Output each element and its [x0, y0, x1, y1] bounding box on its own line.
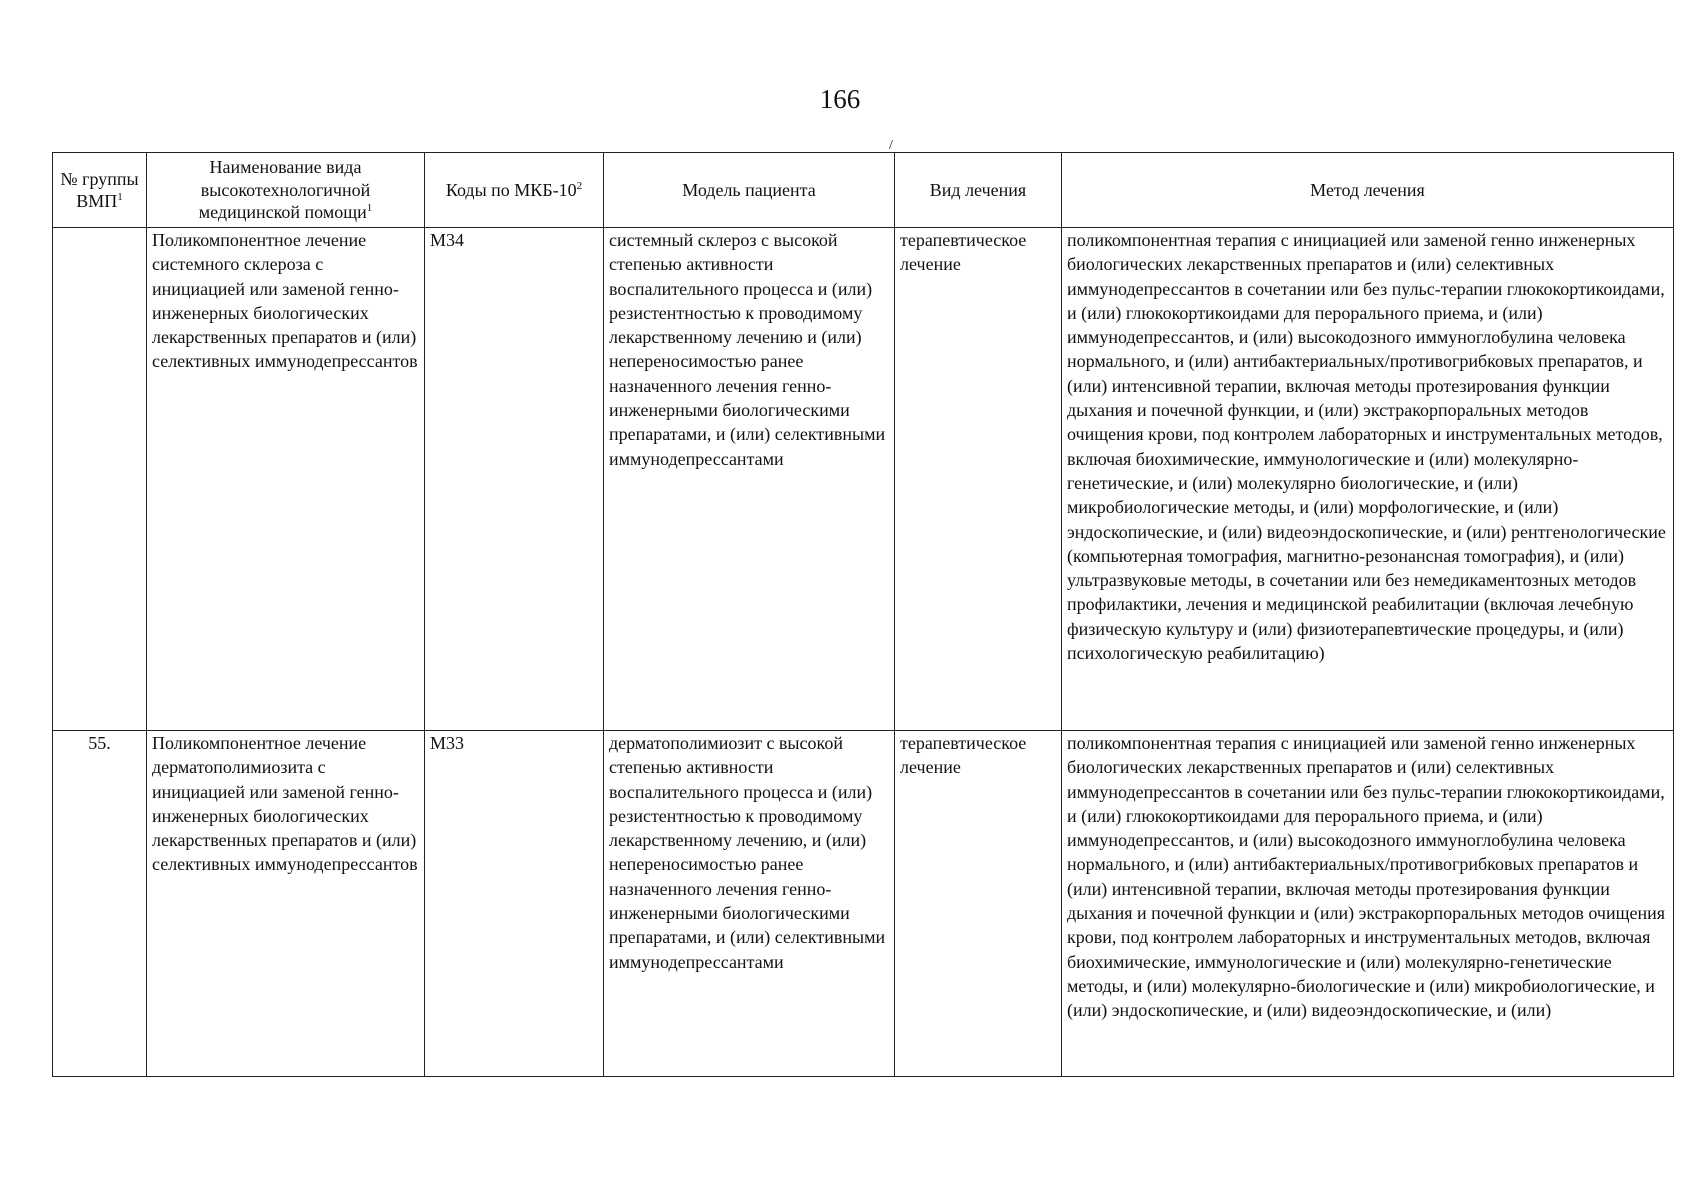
cell-name: Поликомпонентное лечение дерматополимиозита с инициацией или заменой генно-инженерных биологических лекарственных препаратов и (или) селективных иммунодепрессантов — [147, 731, 425, 1077]
header-codes — [425, 153, 604, 228]
header-codes-footnote: 2 — [576, 179, 583, 192]
header-model-label: Модель пациента — [682, 179, 816, 200]
cell-method: поликомпонентная терапия с инициацией или заменой генно инженерных биологических лекарственных препаратов и (или) селективных иммунодепрессантов в сочетании или без пульс-терапии глюкокортикоидами, и (или) глюкокортикоидами для перорального приема, и (или) иммунодепрессантов, и (или) высокодозного иммуноглобулина человека нормального, и (или) антибактериальных/противогрибковых препаратов, и (или) интенсивной терапии, включая методы протезирования функции дыхания и почечной функции, и (или) экстракорпоральных методов очищения крови, под контролем лабораторных и инструментальных методов, включая биохимические, иммунологические и (или) молекулярно-генетические, и (или) молекулярно биологические, и (или) микробиологические методы, и (или) морфологические, и (или) эндоскопические, и (или) видеоэндоскопические, и (или) рентгенологические (компьютерная томография, магнитно-резонансная томография), и (или) ультразвуковые методы, в сочетании или без немедикаментозных методов профилактики, лечения и медицинской реабилитации (включая лечебную физическую культуру и (или) физиотерапевтические процедуры, и (или) психологическую реабилитацию) — [1062, 228, 1674, 731]
header-row — [53, 153, 1674, 228]
page-mark: / — [889, 138, 893, 153]
treatment-table — [52, 152, 1674, 1077]
cell-method: поликомпонентная терапия с инициацией или заменой генно инженерных биологических лекарственных препаратов и (или) селективных иммунодепрессантов в сочетании или без пульс-терапии глюкокортикоидами, и (или) глюкокортикоидами для перорального приема, и (или) иммунодепрессантов, и (или) высокодозного иммуноглобулина человека нормального, и (или) антибактериальных/противогрибковых препаратов и (или) интенсивной терапии, включая методы протезирования функции дыхания и почечной функции и (или) экстракорпоральных методов очищения крови, под контролем лабораторных и инструментальных методов, включая биохимические, иммунологические и (или) молекулярно-генетические методы, и (или) молекулярно-биологические и (или) микробиологические, и (или) эндоскопические, и (или) видеоэндоскопические, и (или) — [1062, 731, 1674, 1077]
table-row — [53, 228, 1674, 731]
table-header — [53, 153, 1674, 228]
table-body — [53, 228, 1674, 1077]
header-model — [604, 153, 895, 228]
header-treatment-type-label: Вид лечения — [929, 179, 1027, 200]
header-name — [147, 153, 425, 228]
cell-model: системный склероз с высокой степенью активности воспалительного процесса и (или) резистентностью к проводимому лекарственному лечению и (или) непереносимостью ранее назначенного лечения генно-инженерными биологическими препаратами, и (или) селективными иммунодепрессантами — [604, 228, 895, 731]
header-group-no — [53, 153, 147, 228]
cell-group-no — [53, 228, 147, 731]
cell-model: дерматополимиозит с высокой степенью активности воспалительного процесса и (или) резистентностью к проводимому лекарственному лечению, и (или) непереносимостью ранее назначенного лечения генно-инженерными биологическими препаратами, и (или) селективными иммунодепрессантами — [604, 731, 895, 1077]
cell-name: Поликомпонентное лечение системного склероза с инициацией или заменой генно-инженерных биологических лекарственных препаратов и (или) селективных иммунодепрессантов — [147, 228, 425, 731]
cell-group-no: 55. — [53, 731, 147, 1077]
cell-codes: M33 — [425, 731, 604, 1077]
page-number: 166 — [819, 84, 861, 114]
header-name-label: Наименование вида высокотехнологичной медицинской помощи — [198, 157, 371, 223]
table-row — [53, 731, 1674, 1077]
header-name-footnote: 1 — [366, 202, 373, 215]
header-codes-label: Коды по МКБ-10 — [445, 179, 577, 200]
header-group-no-label: № группы ВМП — [60, 168, 139, 211]
header-group-no-footnote: 1 — [117, 191, 123, 203]
header-treatment-type — [895, 153, 1062, 228]
header-method-label: Метод лечения — [1310, 179, 1425, 200]
cell-treatment-type: терапевтическое лечение — [895, 228, 1062, 731]
cell-treatment-type: терапевтическое лечение — [895, 731, 1062, 1077]
header-method — [1062, 153, 1674, 228]
cell-codes: M34 — [425, 228, 604, 731]
